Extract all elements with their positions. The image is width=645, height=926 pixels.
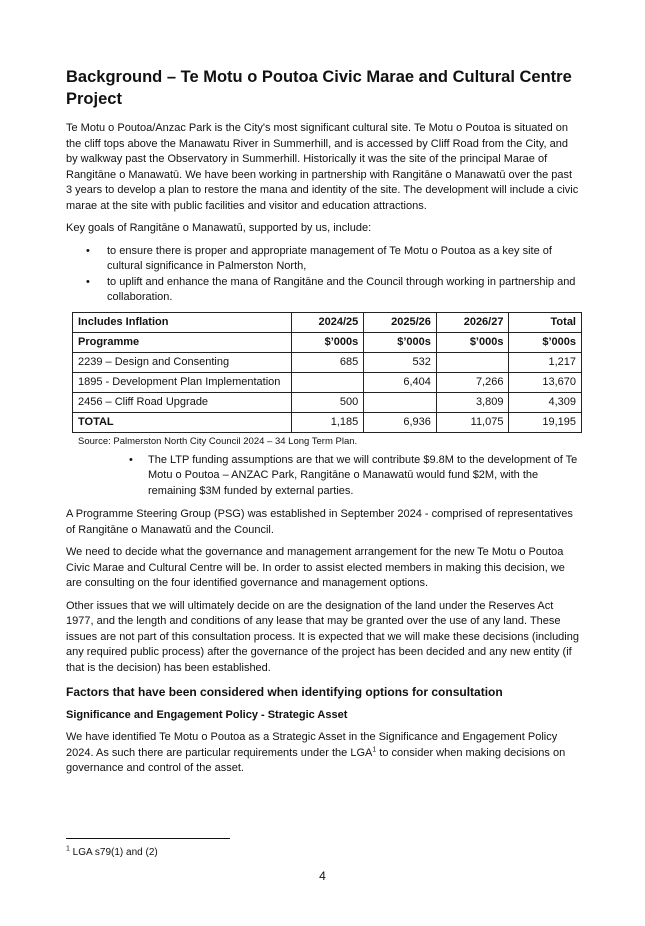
psg-paragraph: A Programme Steering Group (PSG) was established in September 2024 - comprised of representatives of Rangitāne o Manawatū and the Council. xyxy=(66,508,573,536)
footnote xyxy=(66,846,158,859)
table-header-cell: 2024/25 xyxy=(291,312,364,332)
footnote-number: 1 xyxy=(66,845,70,853)
table-cell: 2239 – Design and Consenting xyxy=(73,352,292,372)
table-row xyxy=(73,392,582,412)
table-cell xyxy=(436,352,509,372)
page-content xyxy=(66,66,581,784)
list-item: • The LTP funding assumptions are that we will contribute $9.8M to the development of Te Motu o Poutoa – ANZAC Park, Rangitāne o Manawatū would fund $2M, with the remaining $3M funded by external parties. xyxy=(66,453,581,500)
table-cell: 4,309 xyxy=(509,392,582,412)
table-row xyxy=(73,352,582,372)
decision-paragraph: We need to decide what the governance and management arrangement for the new Te Motu o Poutoa Civic Marae and Cultural Centre will be. In order to assist elected members in making this decision, we are consulting on the four identified governance and management options. xyxy=(66,546,565,589)
strategic-asset-paragraph xyxy=(66,730,581,777)
table-header-cell: Total xyxy=(509,312,582,332)
table-cell: 1,185 xyxy=(291,412,364,432)
table-source-note: Source: Palmerston North City Council 2024 – 34 Long Term Plan. xyxy=(78,435,358,447)
table-cell: 2456 – Cliff Road Upgrade xyxy=(73,392,292,412)
table-header-cell: $’000s xyxy=(364,332,437,352)
table-cell: 13,670 xyxy=(509,372,582,392)
paragraph-text: We have identified Te Motu o Poutoa as a Strategic Asset in the Significance and Engagement Policy 2024. As such there are particular requirements under the LGA xyxy=(66,731,558,759)
list-item: • to ensure there is proper and appropriate management of Te Motu o Poutoa as a key site of cultural significance in Palmerston North, xyxy=(66,244,581,275)
table-header-cell: 2025/26 xyxy=(364,312,437,332)
table-header-row xyxy=(73,312,582,332)
table-header-cell: Programme xyxy=(73,332,292,352)
section-heading: Factors that have been considered when identifying options for consultation xyxy=(66,685,503,699)
table-cell: 685 xyxy=(291,352,364,372)
table-cell: 6,404 xyxy=(364,372,437,392)
ltp-list xyxy=(66,453,581,500)
page-title: Background – Te Motu o Poutoa Civic Marae and Cultural Centre Project xyxy=(66,68,572,108)
list-item: • to uplift and enhance the mana of Rangitāne and the Council through working in partnership and collaboration. xyxy=(66,275,581,306)
other-issues-paragraph: Other issues that we will ultimately decide on are the designation of the land under the Reserves Act 1977, and the length and conditions of any lease that may be granted over the use of any land. These issues are not part of this consultation process. It is expected that we will make these decisions (including any required public process) after the governance of the project has been decided and any new entity (if that is the decision) has been established. xyxy=(66,599,579,674)
table-header-cell: 2026/27 xyxy=(436,312,509,332)
table-cell: 532 xyxy=(364,352,437,372)
footnote-divider xyxy=(66,838,230,839)
table-cell: 19,195 xyxy=(509,412,582,432)
table-cell: 1895 - Development Plan Implementation xyxy=(73,372,292,392)
table-cell: TOTAL xyxy=(73,412,292,432)
table-cell: 3,809 xyxy=(436,392,509,412)
table-cell: 11,075 xyxy=(436,412,509,432)
footnote-reference[interactable]: 1 xyxy=(372,745,377,753)
table-row xyxy=(73,372,582,392)
table-cell: 7,266 xyxy=(436,372,509,392)
goals-list xyxy=(66,244,581,306)
table-cell: 6,936 xyxy=(364,412,437,432)
page-number: 4 xyxy=(319,869,326,883)
intro-paragraph: Te Motu o Poutoa/Anzac Park is the City's most significant cultural site. Te Motu o Poutoa is situated on the cliff tops above the Manawatu River in Summerhill, and is accessed by Cliff Road from the City, and by walkway past the Observatory in Summerhill. Historically it was the site of the principal Marae of Rangitāne o Manawatū. We have been working in partnership with Rangitāne o Manawatū over the past 3 years to develop a plan to restore the mana and identity of the site. The development will include a civic marae at the site with public facilities and visitor and education attractions. xyxy=(66,122,579,212)
funding-table xyxy=(72,312,582,433)
table-cell: 500 xyxy=(291,392,364,412)
table-subheader-row xyxy=(73,332,582,352)
table-header-cell: $’000s xyxy=(291,332,364,352)
footnote-text: LGA s79(1) and (2) xyxy=(69,847,158,858)
table-header-cell: Includes Inflation xyxy=(73,312,292,332)
table-header-cell: $’000s xyxy=(509,332,582,352)
table-cell: 1,217 xyxy=(509,352,582,372)
paragraph-text: to consider when making decisions on governance and control of the asset. xyxy=(66,746,566,774)
table-total-row xyxy=(73,412,582,432)
goals-intro-paragraph: Key goals of Rangitāne o Manawatū, supported by us, include: xyxy=(66,222,372,234)
table-cell xyxy=(364,392,437,412)
table-cell xyxy=(291,372,364,392)
subsection-heading: Significance and Engagement Policy - Strategic Asset xyxy=(66,709,348,721)
table-header-cell: $’000s xyxy=(436,332,509,352)
